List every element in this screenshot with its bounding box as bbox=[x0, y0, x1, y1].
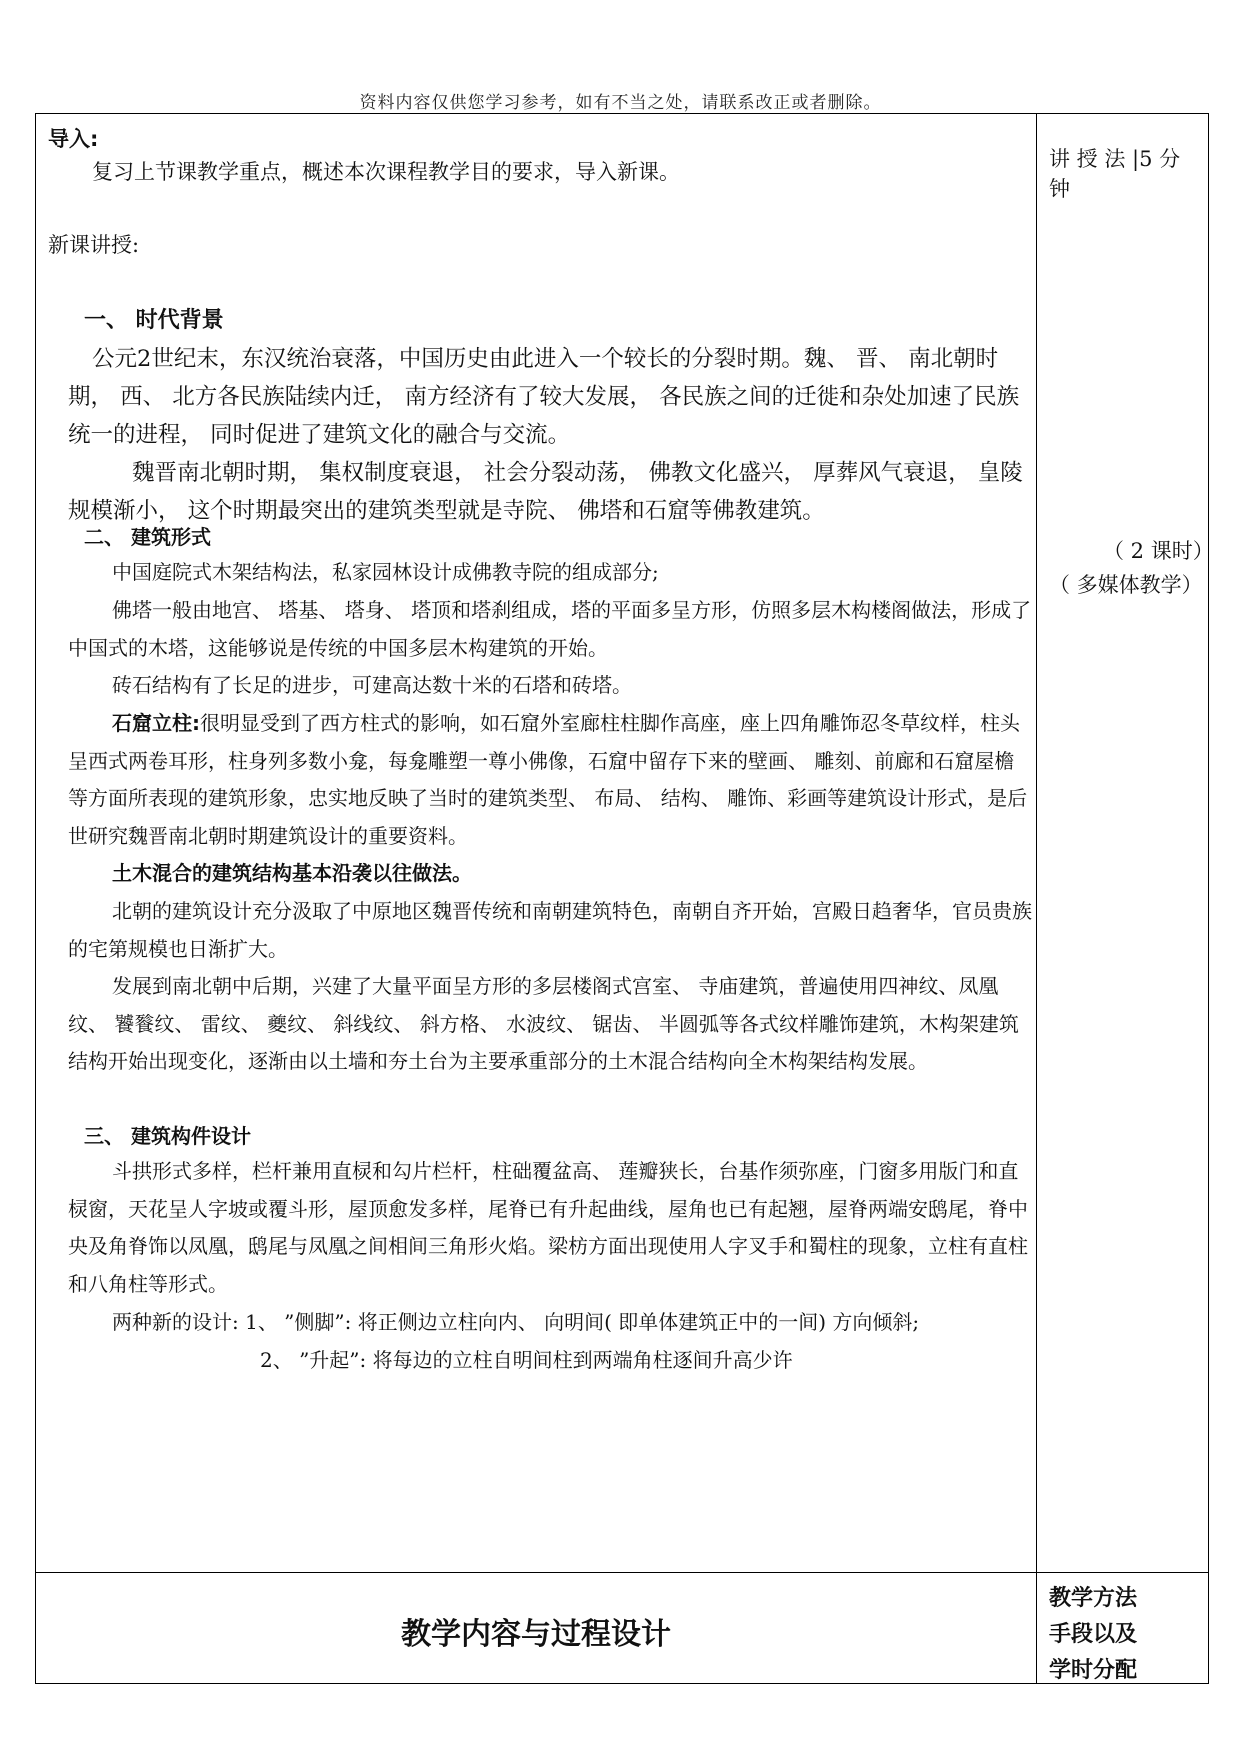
grotto-column-label: 石窟立柱: bbox=[112, 711, 200, 735]
footer-side-line-1: 教学方法 bbox=[1049, 1586, 1138, 1611]
section2-title: 二、 建筑形式 bbox=[84, 525, 211, 549]
section2-paragraph5: 土木混合的建筑结构基本沿袭以往做法。 bbox=[112, 861, 472, 885]
section3-paragraph2: 两种新的设计: 1、 ”侧脚”: 将正侧边立柱向内、 向明间( 即单体建筑正中的一间) 方向倾斜; bbox=[112, 1310, 920, 1334]
grotto-column-text: 很明显受到了西方柱式的影响，如石窟外室廊柱柱脚作高座，座上四角雕饰忍冬草纹样，柱头呈西式两卷耳形，柱身列多数小龛，每龛雕塑一尊小佛像，石窟中留存下来的壁画、 雕刻、前廊和石窟屋檐等方面所表现的建筑形象，忠实地反映了当时的建筑类型、 布局、 结构、 雕饰、彩画等建筑设计形式，是后世研究魏晋南北朝时期建筑设计的重要资料。 bbox=[68, 711, 1028, 848]
side-method-multimedia: （ 多媒体教学） bbox=[1049, 573, 1203, 597]
new-lesson-label: 新课讲授: bbox=[48, 233, 140, 257]
section2-paragraph6: 北朝的建筑设计充分汲取了中原地区魏晋传统和南朝建筑特色，南朝自齐开始，宫殿日趋奢华，官员贵族的宅第规模也日渐扩大。 bbox=[68, 899, 1032, 961]
lesson-content-cell bbox=[36, 114, 1037, 1573]
section3-title: 三、 建筑构件设计 bbox=[84, 1124, 251, 1148]
footer-side-line-3: 学时分配 bbox=[1049, 1658, 1138, 1683]
footer-side-labels bbox=[1049, 1581, 1137, 1689]
footer-title: 教学内容与过程设计 bbox=[401, 1617, 671, 1652]
side-method-lecture: 讲 授 法 |5 分钟 bbox=[1049, 147, 1181, 201]
side-class-hours: （ 2 课时） bbox=[1103, 539, 1214, 563]
section2-paragraph7: 发展到南北朝中后期，兴建了大量平面呈方形的多层楼阁式宫室、 寺庙建筑，普遍使用四神纹、凤凰纹、 饕餮纹、 雷纹、 夔纹、 斜线纹、 斜方格、 水波纹、 锯齿、 半圆弧等各式纹样雕饰建筑，木构架建筑结构开始出现变化，逐渐由以土墙和夯土台为主要承重部分的土木混合结构向全木构架结构发展。 bbox=[68, 974, 1019, 1073]
intro-text: 复习上节课教学重点，概述本次课程教学目的要求，导入新课。 bbox=[92, 160, 680, 184]
intro-label: 导入: bbox=[48, 127, 99, 151]
header-note: 资料内容仅供您学习参考，如有不当之处，请联系改正或者删除。 bbox=[359, 93, 882, 113]
section1-paragraph2: 魏晋南北朝时期， 集权制度衰退， 社会分裂动荡， 佛教文化盛兴， 厚葬风气衰退， 皇陵规模渐小， 这个时期最突出的建筑类型就是寺院、 佛塔和石窟等佛教建筑。 bbox=[68, 460, 1023, 524]
section1-paragraph1: 公元2世纪末，东汉统治衰落，中国历史由此进入一个较长的分裂时期。魏、 晋、 南北朝时期， 西、 北方各民族陆续内迁， 南方经济有了较大发展， 各民族之间的迁徙和杂处加速了民族统一的进程， 同时促进了建筑文化的融合与交流。 bbox=[68, 346, 1020, 448]
section3-paragraph3: 2、 ”升起”: 将每边的立柱自明间柱到两端角柱逐间升高少许 bbox=[260, 1348, 793, 1372]
lesson-table bbox=[35, 113, 1214, 1684]
footer-side-line-2: 手段以及 bbox=[1049, 1622, 1138, 1647]
method-side-cell bbox=[1037, 114, 1214, 1573]
section2-paragraph1: 中国庭院式木架结构法，私家园林设计成佛教寺院的组成部分; bbox=[112, 560, 659, 584]
section1-title: 一、 时代背景 bbox=[84, 308, 224, 333]
section2-paragraph4 bbox=[68, 705, 1032, 855]
footer-side-cell bbox=[1037, 1573, 1209, 1684]
section2-paragraph3: 砖石结构有了长足的进步，可建高达数十米的石塔和砖塔。 bbox=[112, 673, 632, 697]
footer-title-cell bbox=[36, 1573, 1037, 1684]
section2-paragraph2: 佛塔一般由地宫、 塔基、 塔身、 塔顶和塔刹组成，塔的平面多呈方形，仿照多层木构楼阁做法，形成了中国式的木塔，这能够说是传统的中国多层木构建筑的开始。 bbox=[68, 598, 1032, 660]
section3-paragraph1: 斗拱形式多样，栏杆兼用直棂和勾片栏杆，柱础覆盆高、 莲瓣狭长，台基作须弥座，门窗多用版门和直棂窗，天花呈人字坡或覆斗形，屋顶愈发多样，尾脊已有升起曲线，屋角也已有起翘，屋脊两端安鸱尾，脊中央及角脊饰以凤凰，鸱尾与凤凰之间相间三角形火焰。梁枋方面出现使用人字叉手和蜀柱的现象，立柱有直柱和八角柱等形式。 bbox=[68, 1159, 1028, 1296]
